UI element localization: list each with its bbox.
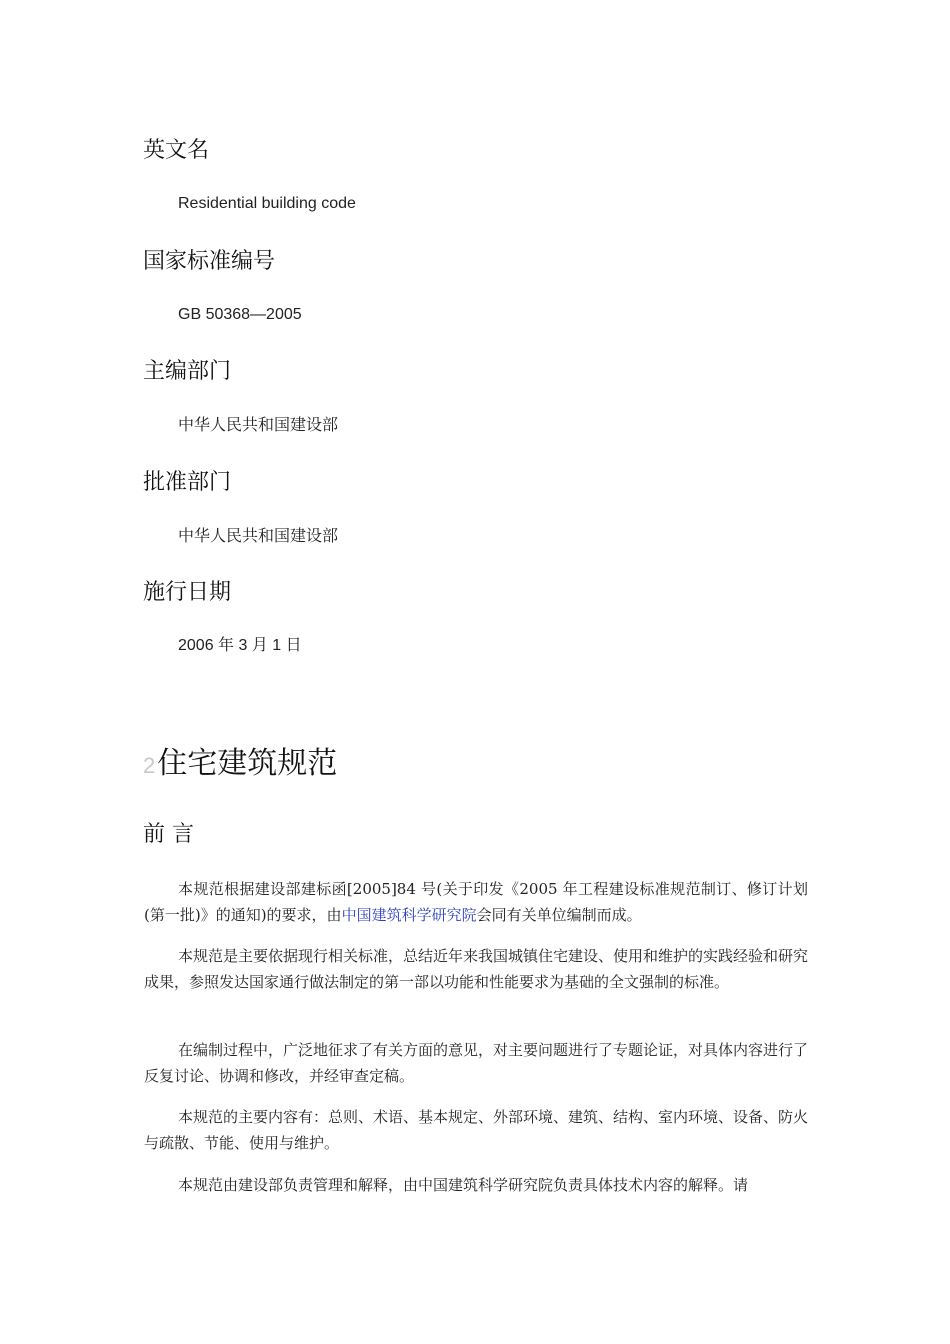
preface-paragraph-1-tail: 会同有关单位编制而成。 (476, 906, 642, 924)
chapter-title (143, 744, 337, 786)
field-value-approval-dept: 中华人民共和国建设部 (178, 526, 339, 545)
field-label-standard-number: 国家标准编号 (143, 249, 276, 274)
field-label-editor-dept: 主编部门 (143, 359, 232, 384)
field-value-english-name: Residential building code (178, 195, 356, 212)
preface-paragraph-1-text: 本规范根据建设部建标函[2005]84 号(关于印发《2005 年工程建设标准规范制订、修订计划(第一批)》的通知)的要求，由 (144, 880, 808, 924)
preface-paragraph-3: 在编制过程中，广泛地征求了有关方面的意见，对主要问题进行了专题论证，对具体内容进行了反复讨论、协调和修改，并经审查定稿。 (144, 1041, 809, 1085)
field-value-effective-date: 2006 年 3 月 1 日 (178, 637, 302, 654)
institute-link[interactable]: 中国建筑科学研究院 (341, 906, 477, 924)
section-title-preface: 前 言 (143, 822, 194, 847)
preface-paragraph-2: 本规范是主要依据现行相关标准，总结近年来我国城镇住宅建设、使用和维护的实践经验和研究成果，参照发达国家通行做法制定的第一部以功能和性能要求为基础的全文强制的标准。 (144, 947, 809, 991)
preface-paragraph-5: 本规范由建设部负责管理和解释，由中国建筑科学研究院负责具体技术内容的解释。请 (178, 1176, 749, 1194)
chapter-number: 2 (143, 753, 156, 778)
field-value-editor-dept: 中华人民共和国建设部 (178, 415, 339, 434)
chapter-title-text: 住宅建筑规范 (157, 746, 338, 781)
field-label-effective-date: 施行日期 (143, 580, 232, 605)
preface-paragraph-1 (144, 876, 808, 928)
field-value-standard-number: GB 50368—2005 (178, 306, 302, 323)
preface-paragraph-4: 本规范的主要内容有：总则、术语、基本规定、外部环境、建筑、结构、室内环境、设备、防火与疏散、节能、使用与维护。 (144, 1108, 809, 1152)
field-label-approval-dept: 批准部门 (143, 470, 232, 495)
field-label-english-name: 英文名 (143, 138, 210, 163)
